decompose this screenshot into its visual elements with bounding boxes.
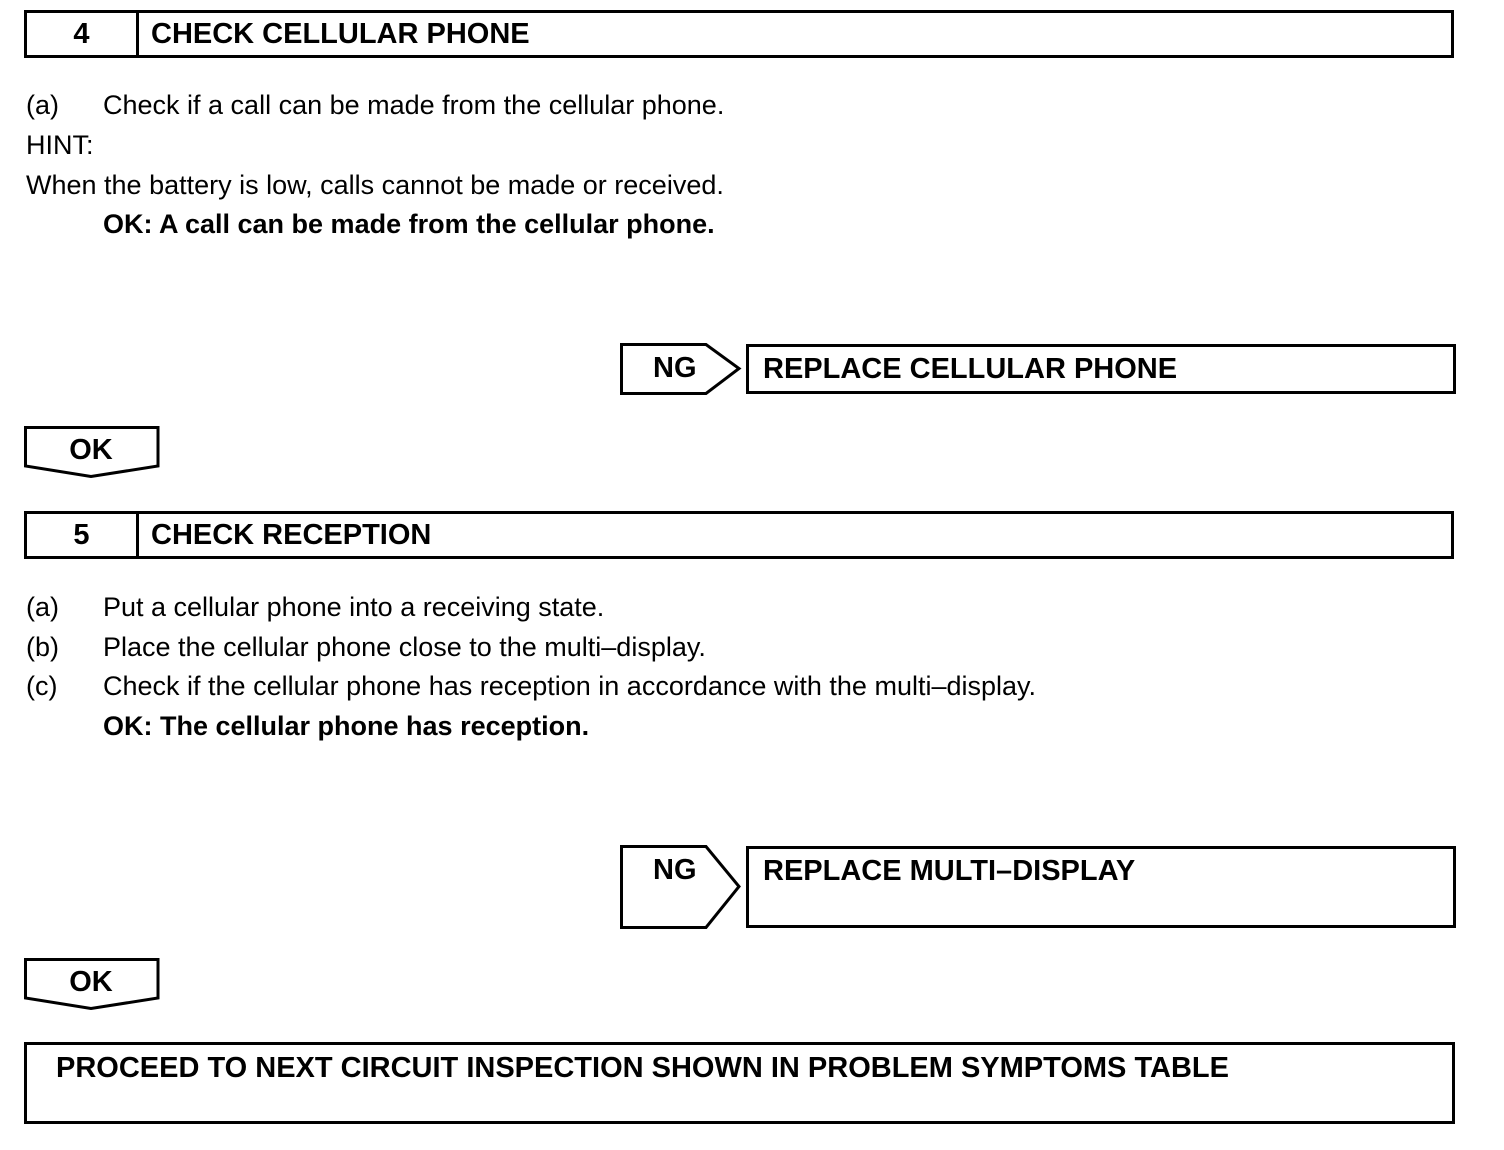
step-number: 4 bbox=[27, 13, 139, 55]
final-action-text: PROCEED TO NEXT CIRCUIT INSPECTION SHOWN IN PROBLEM SYMPTOMS TABLE bbox=[56, 1052, 1229, 1084]
hint-label: HINT: bbox=[26, 130, 94, 160]
ok-criteria: OK: A call can be made from the cellular phone. bbox=[103, 209, 715, 239]
item-text: Check if the cellular phone has reception in accordance with the multi–display. bbox=[103, 671, 1037, 701]
item-label: (a) bbox=[26, 592, 59, 622]
instruction-item bbox=[0, 591, 1504, 623]
ok-label: OK bbox=[69, 966, 113, 998]
instruction-item bbox=[0, 631, 1504, 663]
hint-text: When the battery is low, calls cannot be made or received. bbox=[26, 170, 724, 200]
ok-label: OK bbox=[69, 434, 113, 466]
step-number: 5 bbox=[27, 514, 139, 556]
ng-action-text: REPLACE MULTI–DISPLAY bbox=[763, 855, 1136, 887]
instruction-item bbox=[0, 670, 1504, 702]
step-4-header bbox=[24, 10, 1454, 58]
step-5-header bbox=[24, 511, 1454, 559]
item-text: Put a cellular phone into a receiving state. bbox=[103, 592, 605, 622]
item-label: (a) bbox=[26, 90, 59, 120]
ng-label: NG bbox=[653, 854, 697, 886]
ng-action-box bbox=[746, 344, 1456, 394]
ng-label: NG bbox=[653, 352, 697, 384]
ng-action-box bbox=[746, 846, 1456, 928]
item-text: Place the cellular phone close to the multi–display. bbox=[103, 632, 706, 662]
item-label: (c) bbox=[26, 671, 58, 701]
ng-action-text: REPLACE CELLULAR PHONE bbox=[763, 353, 1178, 385]
ok-criteria: OK: The cellular phone has reception. bbox=[103, 711, 590, 741]
item-text: Check if a call can be made from the cellular phone. bbox=[103, 90, 725, 120]
final-action-box bbox=[24, 1042, 1455, 1124]
step-title: CHECK RECEPTION bbox=[151, 518, 432, 551]
instruction-item bbox=[0, 89, 1504, 121]
step-title: CHECK CELLULAR PHONE bbox=[151, 17, 530, 50]
item-label: (b) bbox=[26, 632, 59, 662]
